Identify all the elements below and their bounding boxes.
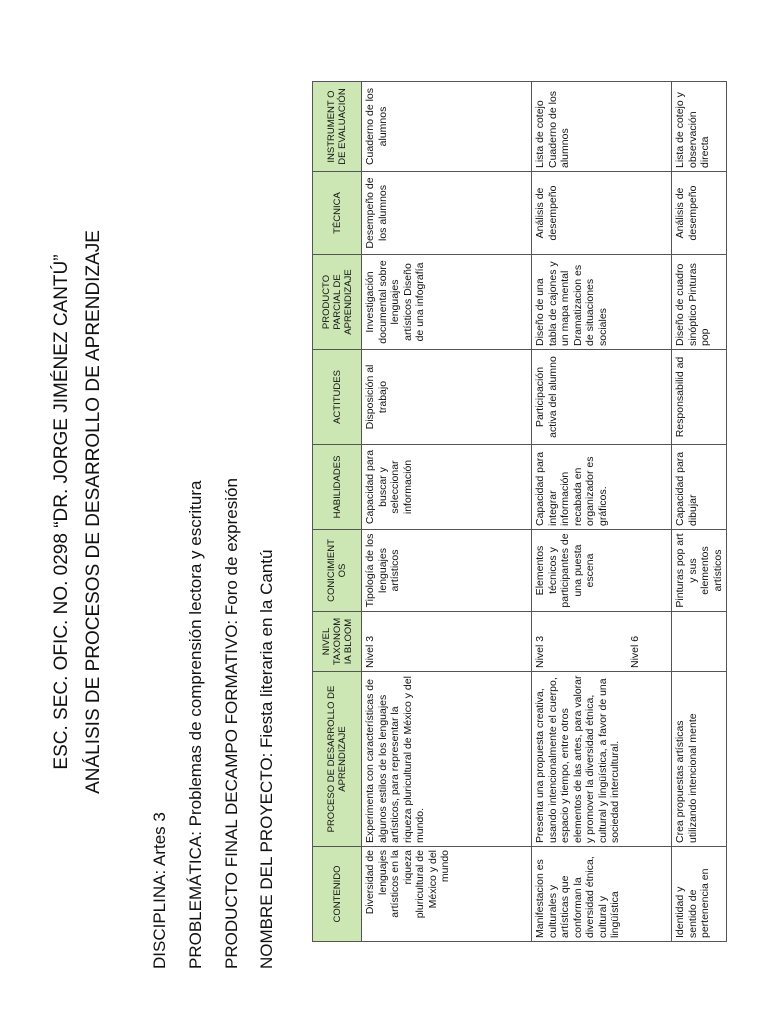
nivel-value: Nivel 3 xyxy=(534,635,546,668)
cell-contenido: Manifestacion es culturales y artísticas que conforman la diversidad étnica, cultural y lingüística xyxy=(532,847,672,942)
cell-habilidades: Capacidad para dibujar xyxy=(672,445,727,530)
cell-nivel xyxy=(532,612,672,672)
column-header: ACTITUDES xyxy=(313,350,362,445)
producto-final-line: PRODUCTO FINAL DECAMPO FORMATIVO: Foro de expresión xyxy=(222,478,241,969)
cell-proceso: Experimenta con características de algunos estilos de los lenguajes artísticos, para representar la riqueza pluricultural de México y del mundo. xyxy=(362,672,532,847)
cell-tecnica: Desempeño de los alumnos xyxy=(362,172,532,255)
cell-actitudes: Participación activa del alumno xyxy=(532,350,672,445)
nivel-value-secondary: Nivel 6 xyxy=(628,635,641,668)
column-header: NIVEL TAXONOM IA BLOOM xyxy=(313,612,362,672)
table-row xyxy=(532,82,672,942)
cell-producto: Diseño de cuadro sinóptico Pinturas pop xyxy=(672,255,727,350)
cell-instrumento: Lista de cotejo Cuaderno de los alumnos xyxy=(532,82,672,172)
table-row xyxy=(672,82,727,942)
document-header xyxy=(0,0,276,1024)
cell-conocimientos: Pinturas pop art y sus elementos artísticos xyxy=(672,530,727,612)
cell-actitudes: Responsabilid ad xyxy=(672,350,727,445)
column-header: INSTRUMENT O DE EVALUACIÓN xyxy=(313,82,362,172)
column-header: CONTENIDO xyxy=(313,847,362,942)
cell-conocimientos: Tipología de los lenguajes artísticos xyxy=(362,530,532,612)
table-row xyxy=(362,82,532,942)
cell-producto: Diseño de una tabla de cajones y un mapa mental Dramatizacion es de situaciones sociales xyxy=(532,255,672,350)
cell-proceso: Presenta una propuesta creativa, usando intencionalmente el cuerpo, espacio y tiempo, entre otros elementos de las artes, para valorar y promover la diversidad étnica, cultural y lingüística, a favor de una sociedad intercultural. xyxy=(532,672,672,847)
cell-tecnica: Análisis de desempeño xyxy=(532,172,672,255)
column-header: CONICIMIENT OS xyxy=(313,530,362,612)
cell-instrumento: Cuaderno de los alumnos xyxy=(362,82,532,172)
cell-conocimientos: Elementos técnicos y participantes de una puesta escena xyxy=(532,530,672,612)
cell-producto: Investigación documental sobre lenguajes artísticos Diseño de una infografía xyxy=(362,255,532,350)
cell-actitudes: Disposición al trabajo xyxy=(362,350,532,445)
cell-contenido: Diversidad de lenguajes artísticos en la riqueza pluricultural de México y del mundo xyxy=(362,847,532,942)
column-header: TÉCNICA xyxy=(313,172,362,255)
disciplina-line: DISCIPLINA: Artes 3 xyxy=(150,812,169,969)
nombre-proyecto-line: NOMBRE DEL PROYECTO: Fiesta literaria en la Cantú xyxy=(257,549,276,969)
learning-process-table xyxy=(312,81,727,942)
column-header: PROCESO DE DESARROLLO DE APRENDIZAJE xyxy=(313,672,362,847)
table-header-row xyxy=(313,82,362,942)
cell-nivel xyxy=(672,612,727,672)
document-subtitle: ANÁLISIS DE PROCESOS DE DESARROLLO DE APRENDIZAJE xyxy=(83,230,104,794)
cell-nivel: Nivel 3 xyxy=(362,612,532,672)
column-header: HABILIDADES xyxy=(313,445,362,530)
cell-tecnica: Análisis de desempeño xyxy=(672,172,727,255)
cell-contenido: Identidad y sentido de pertenencia en xyxy=(672,847,727,942)
column-header: PRODUCTO PARCIAL DE APRENDIZAJE xyxy=(313,255,362,350)
school-title: ESC. SEC. OFIC. NO. 0298 “DR. JORGE JIMÉNEZ CANTÚ” xyxy=(51,254,72,770)
cell-habilidades: Capacidad para buscar y seleccionar información xyxy=(362,445,532,530)
problematica-line: PROBLEMÁTICA: Problemas de comprensión lectora y escritura xyxy=(186,480,205,969)
cell-habilidades: Capacidad para integrar información recabada en organizador es gráficos. xyxy=(532,445,672,530)
cell-proceso: Crea propuestas artísticas utilizando intencional mente xyxy=(672,672,727,847)
cell-instrumento: Lista de cotejo y observación directa xyxy=(672,82,727,172)
